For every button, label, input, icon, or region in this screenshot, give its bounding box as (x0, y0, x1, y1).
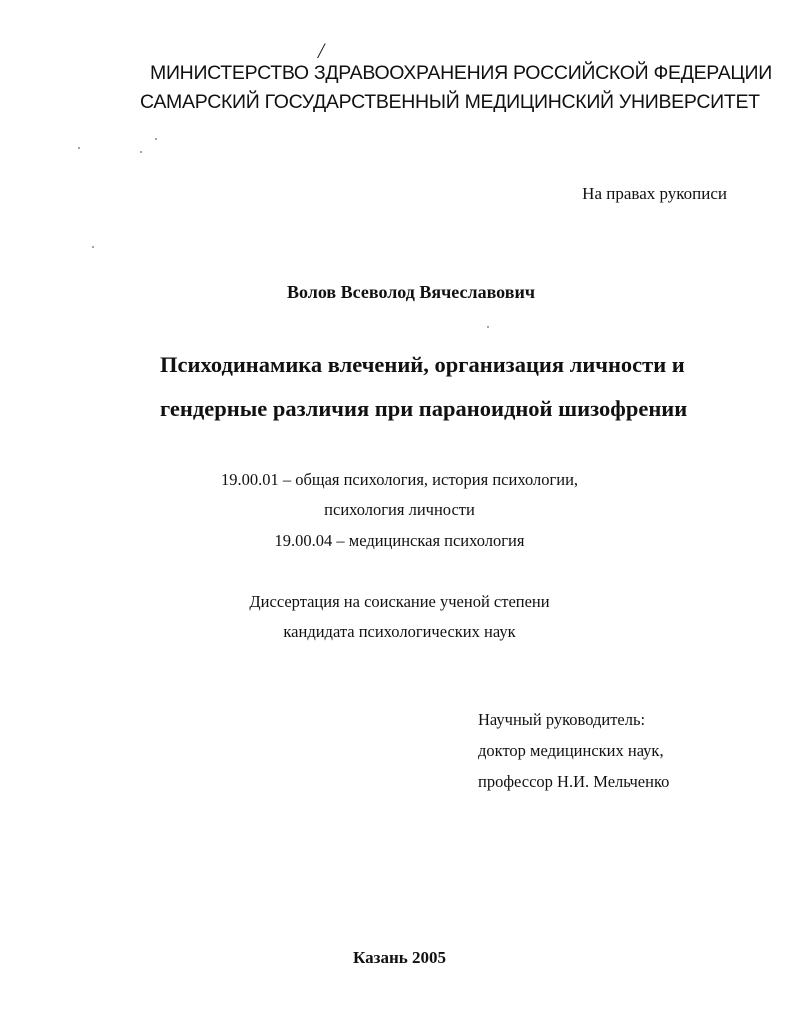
author-name: Волов Всеволод Вячеславович (287, 282, 535, 302)
ministry-name: МИНИСТЕРСТВО ЗДРАВООХРАНЕНИЯ РОССИЙСКОЙ ФЕДЕРАЦИИ (150, 62, 772, 84)
handwritten-mark: / (318, 38, 325, 63)
city-year: Казань 2005 (353, 948, 446, 967)
specialty-line-2: психология личности (324, 500, 475, 519)
scan-speck (92, 246, 94, 248)
degree-line-1: Диссертация на соискание ученой степени (249, 592, 550, 611)
specialty-line-3: 19.00.04 – медицинская психология (274, 531, 525, 550)
scan-speck (487, 326, 489, 328)
university-name: САМАРСКИЙ ГОСУДАРСТВЕННЫЙ МЕДИЦИНСКИЙ УНИВЕРСИТЕТ (140, 91, 760, 113)
advisor-label: Научный руководитель: (478, 710, 646, 729)
dissertation-title-line-1: Психодинамика влечений, организация личности и (160, 352, 685, 377)
dissertation-title-line-2: гендерные различия при параноидной шизофрении (160, 396, 688, 421)
scan-speck (78, 147, 80, 149)
advisor-name: профессор Н.И. Мельченко (478, 772, 670, 791)
specialty-line-1: 19.00.01 – общая психология, история психологии, (220, 470, 579, 489)
scan-speck (155, 138, 157, 140)
scan-speck (140, 151, 142, 153)
degree-line-2: кандидата психологических наук (283, 622, 516, 641)
advisor-degree: доктор медицинских наук, (478, 741, 664, 760)
rights-note: На правах рукописи (582, 184, 727, 203)
